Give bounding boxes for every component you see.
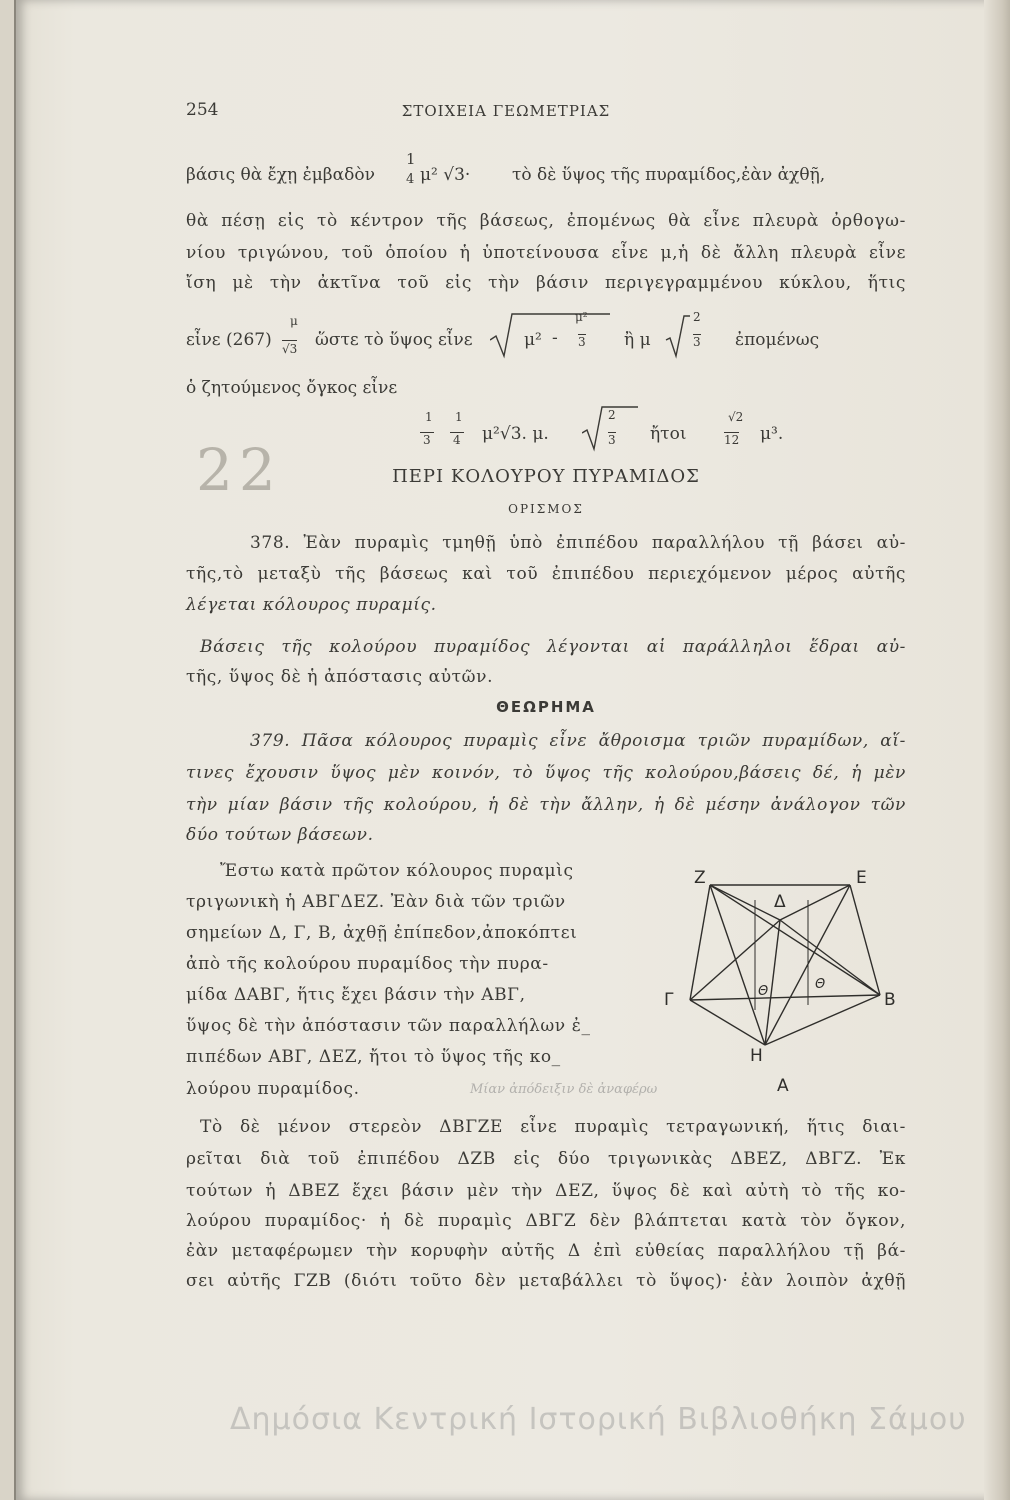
text-line: λέγεται κόλουρος πυραμίς. <box>186 595 437 615</box>
text-line: ὕψος δὲ τὴν ἀπόστασιν τῶν παραλλήλων ἐ_ <box>186 1016 591 1036</box>
text-line: θὰ πέσῃ εἰς τὸ κέντρον τῆς βάσεως, ἐπομένως θὰ εἶνε πλευρὰ ὀρθογω- <box>186 211 906 231</box>
frustum-figure <box>660 855 910 1095</box>
text-fragment: βάσις θὰ ἔχῃ ἐμβαδὸν <box>186 165 375 185</box>
minus-sign: - <box>552 328 558 348</box>
text-line: Ἔστω κατὰ πρῶτον κόλουρος πυραμὶς <box>220 861 574 881</box>
formula-mu2: μ² <box>524 330 542 350</box>
radical-sign <box>490 312 690 362</box>
text-fragment: εἶνε (267) <box>186 330 272 350</box>
library-stamp: 22 <box>196 436 282 504</box>
text-fragment: ἐπομένως <box>735 330 820 350</box>
section-subtitle: ΟΡΙΣΜΟΣ <box>508 502 584 516</box>
running-title: ΣΤΟΙΧΕΙΑ ΓΕΩΜΕΤΡΙΑΣ <box>401 102 611 120</box>
text-line: ἐὰν μεταφέρωμεν τὴν κορυφὴν αὐτῆς Δ ἐπὶ εὐθείας παραλλήλου τῇ βά- <box>186 1241 906 1261</box>
figure-label: Δ <box>774 892 786 912</box>
figure-label: Ζ <box>694 868 706 888</box>
figure-label: Α <box>777 1076 789 1095</box>
fraction-denominator: 3 <box>420 432 434 447</box>
formula-line-1 <box>186 165 375 185</box>
page-header <box>186 100 826 130</box>
fraction-numerator: 1 <box>406 150 416 168</box>
formula-volume: μ²√3. μ. <box>482 424 549 444</box>
text-line: ὁ ζητούμενος ὄγκος εἶνε <box>186 378 398 398</box>
fraction-denominator: 12 <box>724 433 740 447</box>
fraction-denominator: 3 <box>693 335 701 349</box>
fraction-numerator: 1 <box>455 410 463 424</box>
formula-line-1-tail: τὸ δὲ ὕψος τῆς πυραμίδος,ἐὰν ἀχθῇ, <box>512 165 826 185</box>
figure-label: Η <box>750 1046 763 1066</box>
text-line: λούρου πυραμίδος. <box>186 1079 360 1099</box>
text-line: σημείων Δ, Γ, Β, ἀχθῇ ἐπίπεδον,ἀποκόπτει <box>186 923 578 943</box>
text-line: δύο τούτων βάσεων. <box>186 825 374 845</box>
text-line: τούτων ἡ ΔΒΕΖ ἔχει βάσιν μὲν τὴν ΔΕΖ, ὕψος δὲ καὶ αὐτὴ τὸ τῆς κο- <box>186 1181 906 1201</box>
pencil-annotation: Μίαν ἀπόδειξιν δὲ ἀναφέρω <box>470 1082 658 1097</box>
text-line: λούρου πυραμίδος· ἡ δὲ πυραμὶς ΔΒΓΖ δὲν βλάπτεται κατὰ τὸν ὄγκον, <box>186 1211 906 1231</box>
fraction-denominator: 3 <box>578 335 586 349</box>
text-line: ρεῖται διὰ τοῦ ἐπιπέδου ΔΖΒ εἰς δύο τριγωνικὰς ΔΒΕΖ, ΔΒΓΖ. Ἐκ <box>186 1149 906 1169</box>
fraction-denominator: 4 <box>406 172 415 187</box>
section-title: ΠΕΡΙ ΚΟΛΟΥΡΟΥ ΠΥΡΑΜΙΔΟΣ <box>392 466 700 487</box>
text-line: ἴση μὲ τὴν ἀκτῖνα τοῦ εἰς τὴν βάσιν περιγεγραμμένου κύκλου, ἥτις <box>186 273 906 293</box>
fraction-denominator: 3 <box>608 433 616 447</box>
figure-label: Γ <box>664 990 674 1010</box>
text-fragment: ὥστε τὸ ὕψος εἶνε <box>315 330 473 350</box>
library-watermark: Δημόσια Κεντρική Ιστορική Βιβλιοθήκη Σάμου <box>230 1402 967 1437</box>
text-fragment: μ³. <box>760 424 784 444</box>
text-line: σει αὐτῆς ΓΖΒ (διότι τοῦτο δὲν μεταβάλλει τὸ ὕψος)· ἐὰν λοιπὸν ἀχθῇ <box>186 1271 906 1291</box>
figure-label: Θ <box>758 984 769 999</box>
text-line: τριγωνικὴ ἡ ΑΒΓΔΕΖ. Ἐὰν διὰ τῶν τριῶν <box>186 892 566 912</box>
figure-label: Β <box>884 990 896 1010</box>
fraction-numerator: 1 <box>425 410 433 424</box>
fraction-denominator: √3 <box>282 342 298 356</box>
text-line: ἀπὸ τῆς κολούρου πυραμίδος τὴν πυρα- <box>186 954 549 974</box>
page-number: 254 <box>186 100 219 120</box>
text-line: τῆς,τὸ μεταξὺ τῆς βάσεως καὶ τοῦ ἐπιπέδου περιεχόμενον μέρος αὐτῆς <box>186 564 906 584</box>
text-line: πιπέδων ΑΒΓ, ΔΕΖ, ἤτοι τὸ ὕψος τῆς κο_ <box>186 1047 561 1067</box>
text-line: μίδα ΔΑΒΓ, ἥτις ἔχει βάσιν τὴν ΑΒΓ, <box>186 985 526 1005</box>
fraction-numerator: √2 <box>728 410 744 424</box>
text-line: Τὸ δὲ μένον στερεὸν ΔΒΓΖΕ εἶνε πυραμὶς τετραγωνική, ἥτις διαι- <box>200 1117 906 1137</box>
formula-mu-sqrt3: μ² √3· <box>420 165 471 185</box>
fraction-numerator: μ² <box>575 310 588 324</box>
text-line: 379. Πᾶσα κόλουρος πυραμὶς εἶνε ἄθροισμα τριῶν πυραμίδων, αἵ- <box>250 731 906 751</box>
text-line: τὴν μίαν βάσιν τῆς κολούρου, ἡ δὲ τὴν ἄλλην, ἡ δὲ μέσην ἀνάλογον τῶν <box>186 795 906 815</box>
figure-label: Ε <box>856 868 867 888</box>
text-fragment: ἤτοι <box>650 424 687 444</box>
text-line: 378. Ἐὰν πυραμὶς τμηθῇ ὑπὸ ἐπιπέδου παραλλήλου τῇ βάσει αὐ- <box>250 533 906 553</box>
text-line: Βάσεις τῆς κολούρου πυραμίδος λέγονται αἱ παράλληλοι ἕδραι αὐ- <box>200 637 906 657</box>
theorem-title: ΘΕΩΡΗΜΑ <box>496 698 596 716</box>
figure-label: Θ <box>815 977 826 992</box>
fraction-numerator: μ <box>290 314 298 328</box>
text-fragment: ἢ μ <box>624 330 651 350</box>
text-line: νίου τριγώνου, τοῦ ὁποίου ἡ ὑποτείνουσα εἶνε μ,ἡ δὲ ἄλλη πλευρὰ εἶνε <box>186 243 906 263</box>
fraction-numerator: 2 <box>608 408 616 422</box>
fraction-denominator: 4 <box>450 432 464 447</box>
text-line: τῆς, ὕψος δὲ ἡ ἀπόστασις αὐτῶν. <box>186 667 494 687</box>
fraction-numerator: 2 <box>693 310 701 324</box>
page-edge <box>984 0 1010 1500</box>
text-line: τινες ἔχουσιν ὕψος μὲν κοινόν, τὸ ὕψος τῆς κολούρου,βάσεις δέ, ἡ μὲν <box>186 763 906 783</box>
